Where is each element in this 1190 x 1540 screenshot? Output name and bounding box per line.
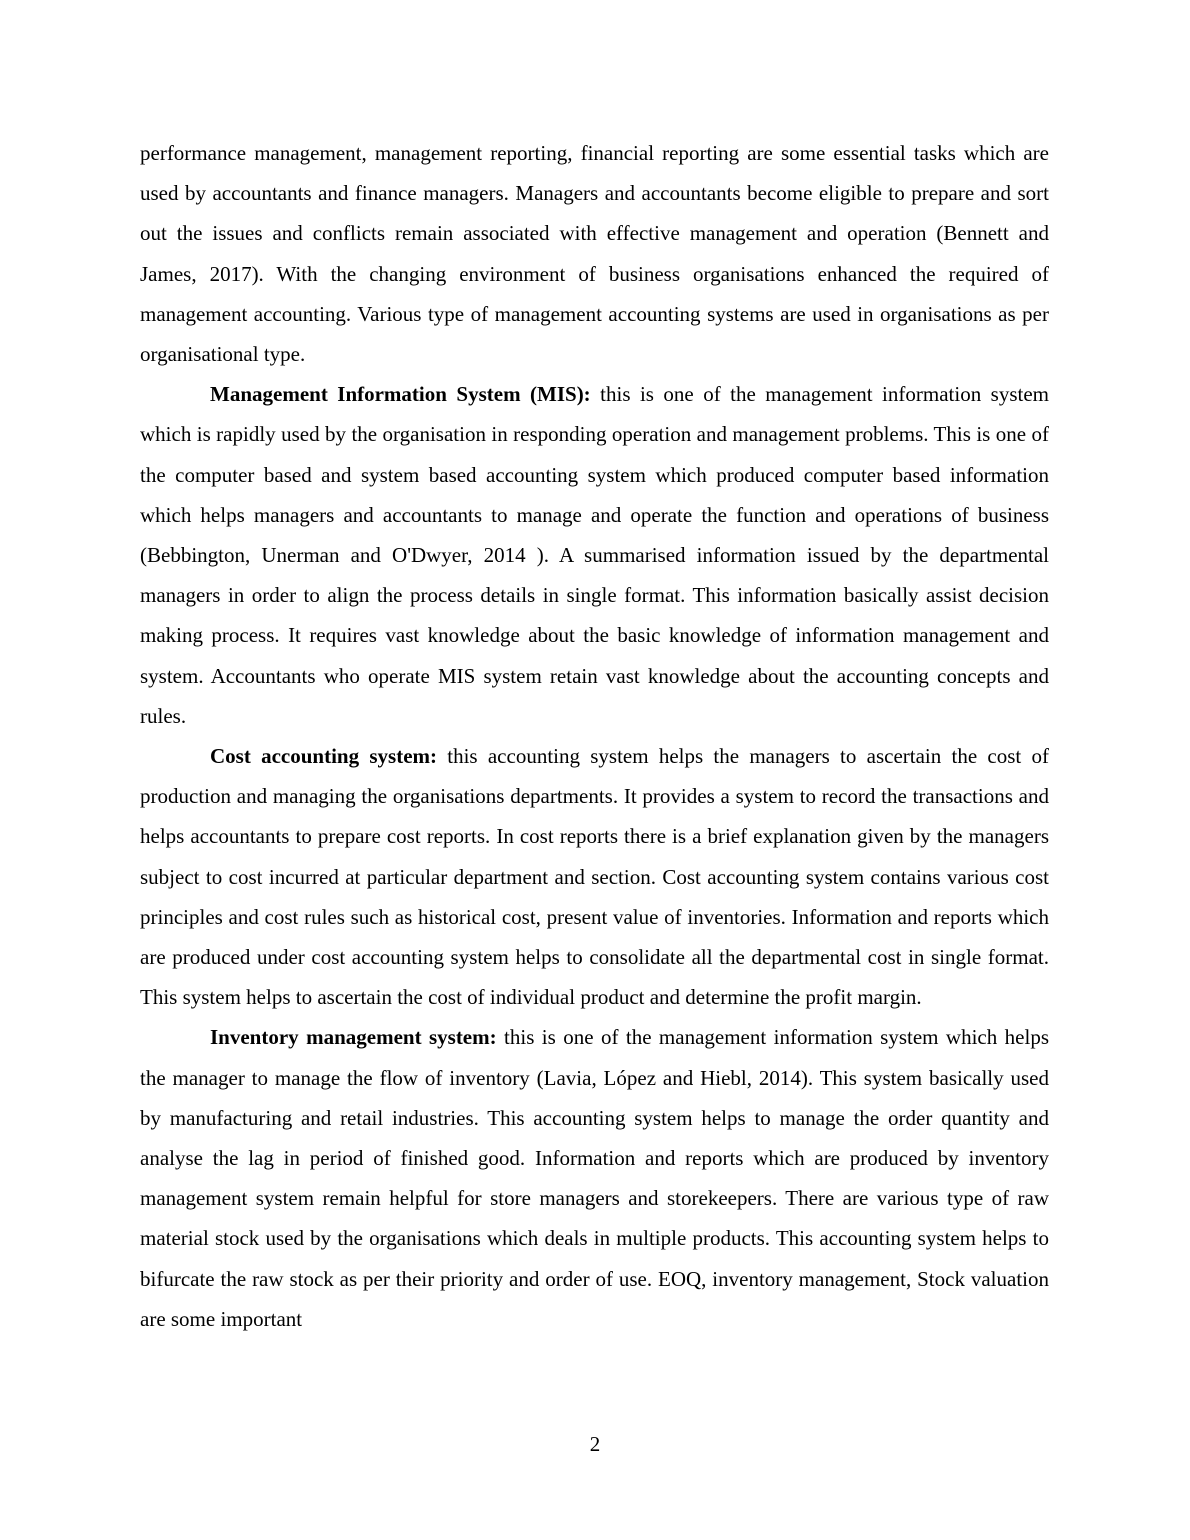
paragraph-inventory-management [140, 1017, 1049, 1339]
page-number: 2 [589, 1432, 601, 1456]
heading-mis: Management Information System (MIS): [210, 382, 591, 407]
paragraph-inventory-management-text: this is one of the management information system which helps the manager to manage the flow of inventory (Lavia, López and Hiebl, 2014). This system basically used by manufacturing and retail industries. This accounting system helps to manage the order quantity and analyse the lag in period of finished good. Information and reports which are produced by inventory management system remain helpful for store managers and storekeepers. There are various type of raw material stock used by the organisations which deals in multiple products. This accounting system helps to bifurcate the raw stock as per their priority and order of use. EOQ, inventory management, Stock valuation are some important [140, 1025, 1049, 1331]
paragraph-mis [140, 374, 1049, 736]
heading-inventory-management: Inventory management system: [210, 1025, 497, 1050]
paragraph-intro-text: performance management, management reporting, financial reporting are some essential tasks which are used by accountants and finance managers. Managers and accountants become eligible to prepare and sort out the issues and conflicts remain associated with effective management and operation (Bennett and James, 2017). With the changing environment of business organisations enhanced the required of management accounting. Various type of management accounting systems are used in organisations as per organisational type. [140, 141, 1049, 367]
paragraph-mis-text: this is one of the management information system which is rapidly used by the organisation in responding operation and management problems. This is one of the computer based and system based accounting system which produced computer based information which helps managers and accountants to manage and operate the function and operations of business (Bebbington, Unerman and O'Dwyer, 2014 ). A summarised information issued by the departmental managers in order to align the process details in single format. This information basically assist decision making process. It requires vast knowledge about the basic knowledge of information management and system. Accountants who operate MIS system retain vast knowledge about the accounting concepts and rules. [140, 382, 1049, 728]
paragraph-cost-accounting-text: this accounting system helps the managers to ascertain the cost of production and managing the organisations departments. It provides a system to record the transactions and helps accountants to prepare cost reports. In cost reports there is a brief explanation given by the managers subject to cost incurred at particular department and section. Cost accounting system contains various cost principles and cost rules such as historical cost, present value of inventories. Information and reports which are produced under cost accounting system helps to consolidate all the departmental cost in single format. This system helps to ascertain the cost of individual product and determine the profit margin. [140, 744, 1049, 1010]
paragraph-intro [140, 133, 1049, 374]
paragraph-cost-accounting [140, 736, 1049, 1017]
body-text [140, 133, 1049, 1339]
heading-cost-accounting: Cost accounting system: [210, 744, 437, 769]
